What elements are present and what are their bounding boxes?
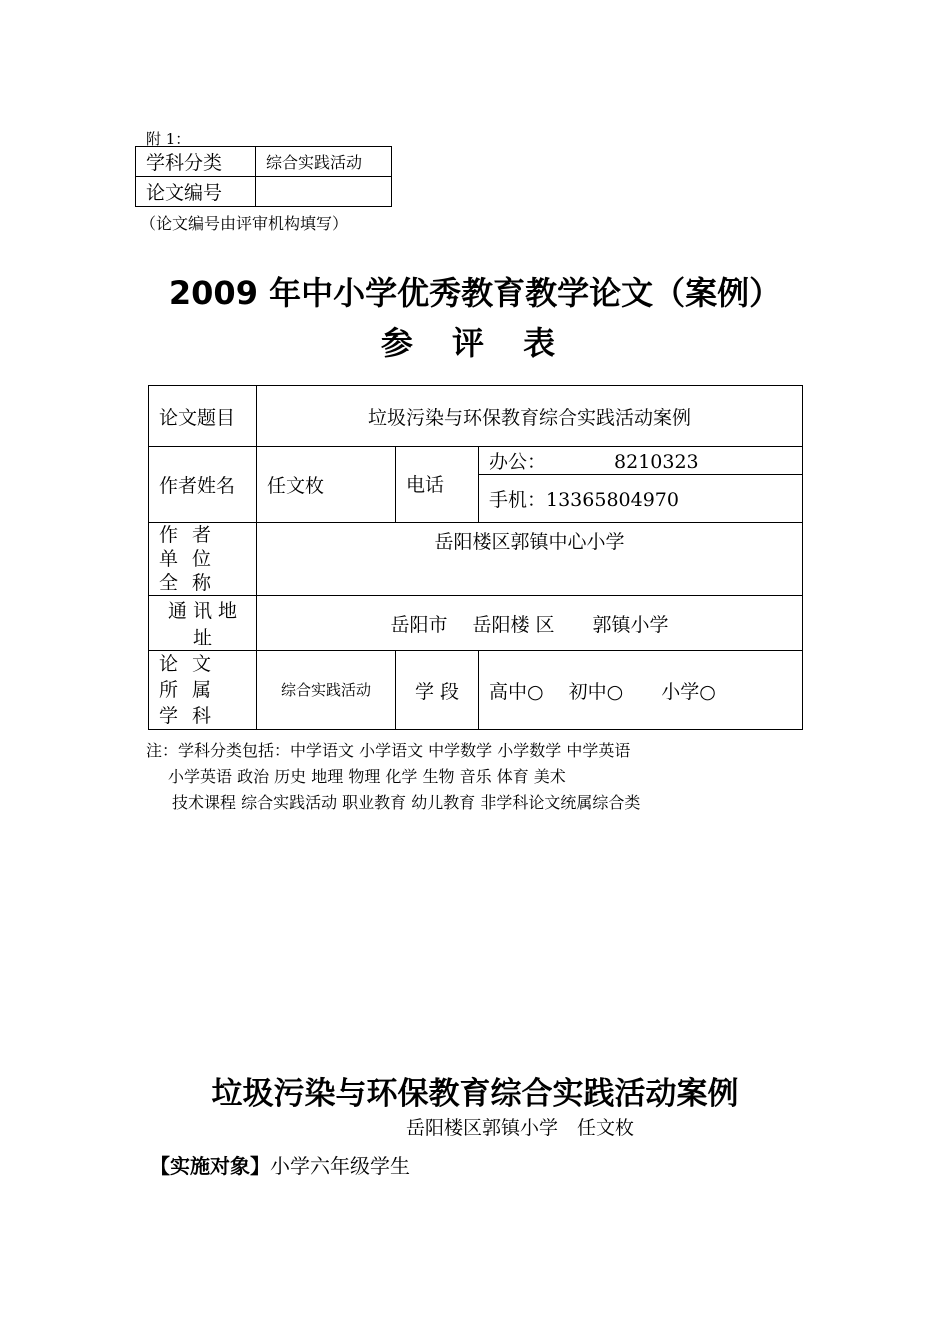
paper-number-label: 论文编号 [136,177,256,207]
note-line-3: 技术课程 综合实践活动 职业教育 幼儿教育 非学科论文统属综合类 [172,793,641,812]
author-label: 作者姓名 [149,447,257,523]
note-line-2: 小学英语 政治 历史 地理 物理 化学 生物 音乐 体育 美术 [168,767,566,786]
address-label: 通 讯 地 址 [149,596,257,651]
subject-category-value: 综合实践活动 [256,147,392,177]
stage-options: 高中○ 初中○ 小学○ [479,651,803,730]
target-label: 【实施对象】 [150,1154,270,1178]
review-form-table [148,385,803,730]
topic-label: 论文题目 [149,386,257,447]
unit-label: 作 者 单 位 全 称 [149,523,257,596]
note-line-1: 注：学科分类包括：中学语文 小学语文 中学数学 小学数学 中学英语 [146,741,631,760]
subject-label: 论 文 所 属 学 科 [149,651,257,730]
topic-value: 垃圾污染与环保教育综合实践活动案例 [257,386,803,447]
address-value: 岳阳市 岳阳楼 区 郭镇小学 [257,596,803,651]
article-title: 垃圾污染与环保教育综合实践活动案例 [211,1076,739,1112]
office-phone-value: 8210323 [614,451,699,473]
author-value: 任文枚 [257,447,396,523]
subject-category-label: 学科分类 [136,147,256,177]
mobile-phone: 手机：13365804970 [479,475,803,523]
classification-note [146,738,640,816]
classification-table [135,146,392,207]
paper-number-value [256,177,392,207]
fill-note: （论文编号由评审机构填写） [140,214,349,233]
phone-label: 电话 [396,447,479,523]
subject-value: 综合实践活动 [257,651,396,730]
office-phone [479,447,803,475]
office-phone-label: 办公： [489,451,547,473]
attachment-label: 附 1： [146,130,191,148]
unit-value: 岳阳楼区郭镇中心小学 [257,523,803,596]
article-byline: 岳阳楼区郭镇小学 任文枚 [405,1117,634,1139]
target-audience [150,1150,410,1179]
form-title: 2009 年中小学优秀教育教学论文（案例） [168,274,782,312]
stage-label: 学 段 [396,651,479,730]
form-subtitle: 参 评 表 [380,324,570,362]
target-value: 小学六年级学生 [270,1154,410,1178]
